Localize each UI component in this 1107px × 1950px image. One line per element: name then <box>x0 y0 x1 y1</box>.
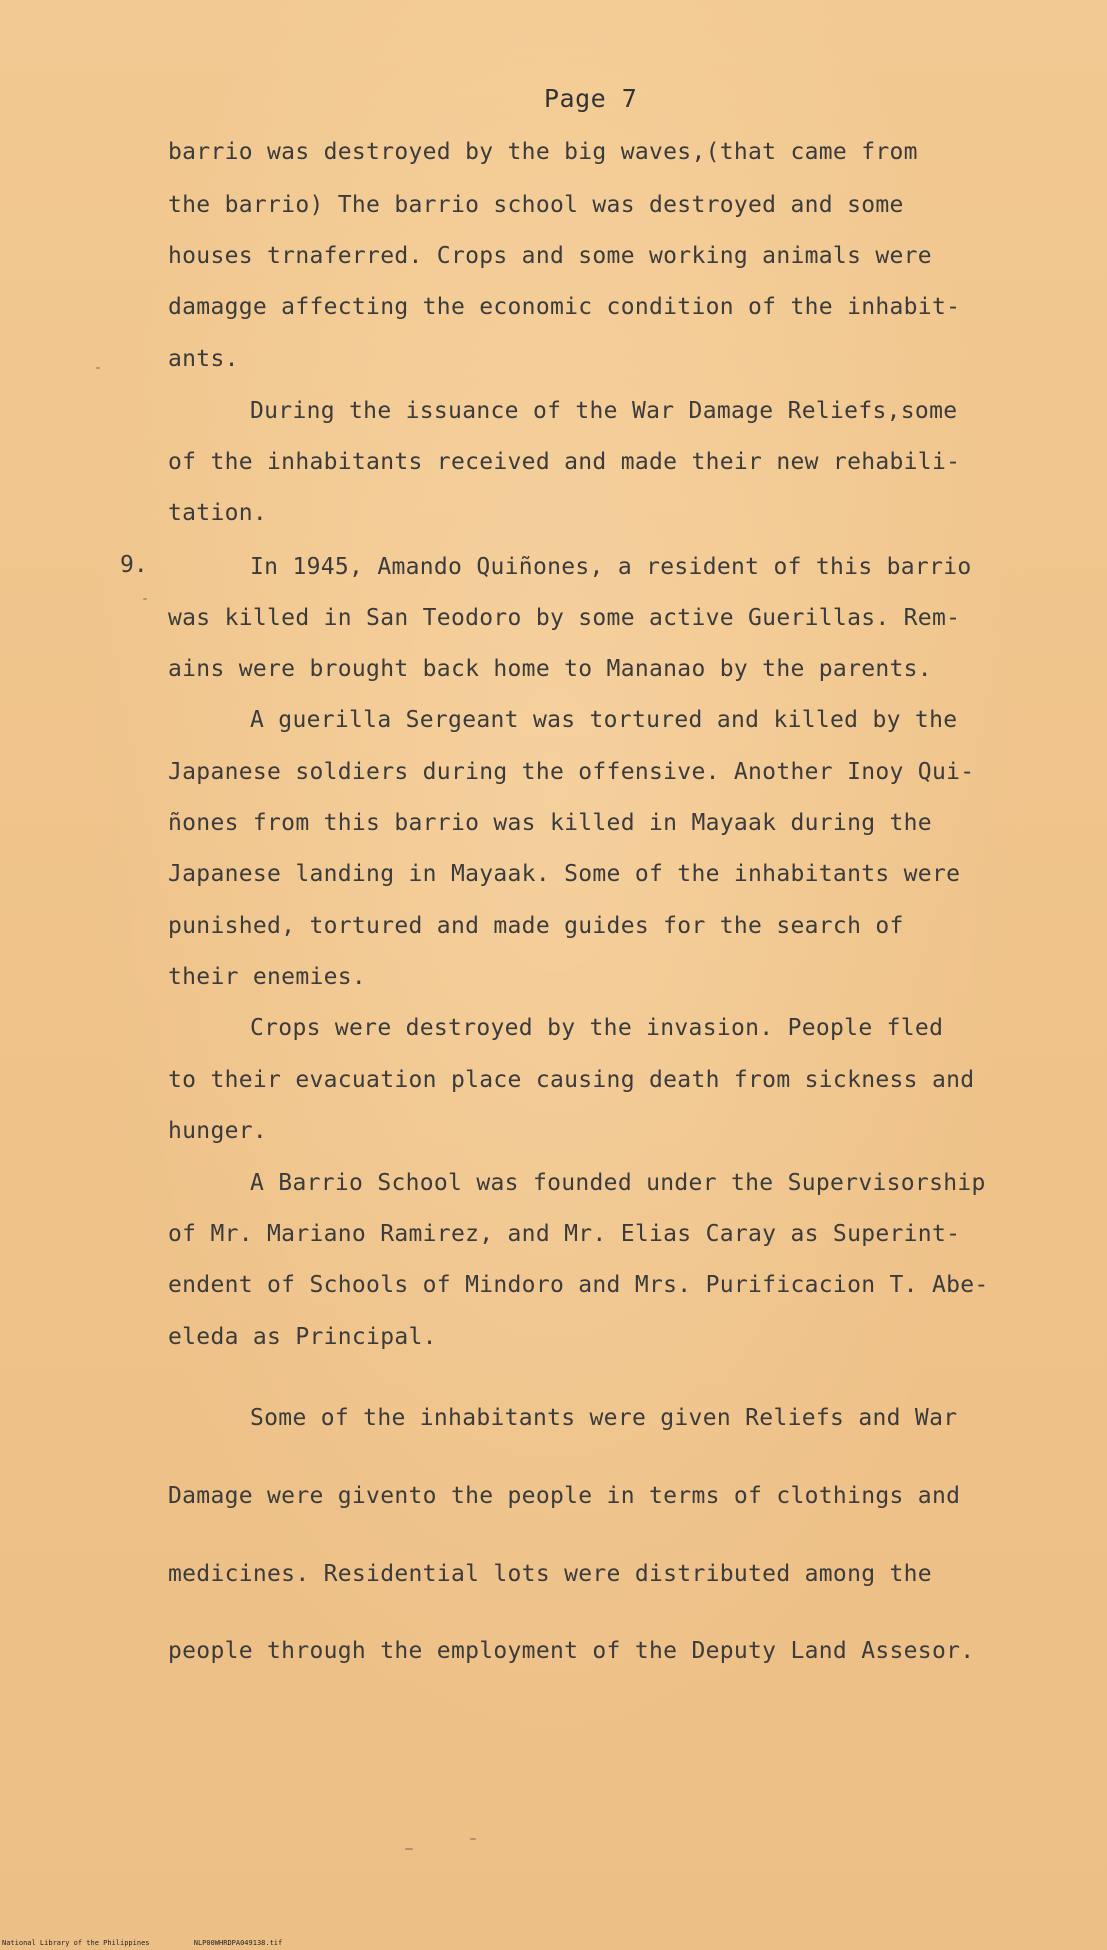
ink-speck <box>405 1848 413 1850</box>
text-line-23: endent of Schools of Mindoro and Mrs. Purificacion T. Abe- <box>168 1272 989 1298</box>
text-line-16: punished, tortured and made guides for the search of <box>168 913 904 939</box>
text-line-22: of Mr. Mariano Ramirez, and Mr. Elias Caray as Superint- <box>168 1221 961 1247</box>
text-line-1: barrio was destroyed by the big waves,(that came from <box>168 139 918 165</box>
text-line-13: Japanese soldiers during the offensive. Another Inoy Qui- <box>168 759 975 785</box>
text-line-12: A guerilla Sergeant was tortured and killed by the <box>250 707 958 733</box>
footer-file: NLP00WHRDPA049138.tif <box>193 1939 283 1947</box>
item-number: 9. <box>120 552 148 578</box>
text-line-2: the barrio) The barrio school was destroyed and some <box>168 192 904 218</box>
text-line-7: of the inhabitants received and made their new rehabili- <box>168 449 961 475</box>
text-line-28: people through the employment of the Deputy Land Assesor. <box>168 1638 975 1664</box>
text-line-15: Japanese landing in Mayaak. Some of the inhabitants were <box>168 861 961 887</box>
text-line-8: tation. <box>168 500 268 526</box>
ink-speck <box>96 367 100 369</box>
text-line-10: was killed in San Teodoro by some active Guerillas. Rem- <box>168 605 961 631</box>
ink-speck <box>143 598 147 600</box>
footer-library: National Library of the Philippines <box>2 1939 150 1947</box>
page-title: Page 7 <box>544 84 638 113</box>
text-line-14: ñones from this barrio was killed in Mayaak during the <box>168 810 932 836</box>
text-line-24: eleda as Principal. <box>168 1324 437 1350</box>
text-line-18: Crops were destroyed by the invasion. People fled <box>250 1015 944 1041</box>
text-line-3: houses trnaferred. Crops and some working animals were <box>168 243 932 269</box>
text-line-26: Damage were givento the people in terms of clothings and <box>168 1483 961 1509</box>
text-line-9: In 1945, Amando Quiñones, a resident of this barrio <box>250 554 972 580</box>
ink-speck <box>470 1838 476 1840</box>
text-line-4: damagge affecting the economic condition of the inhabit- <box>168 294 961 320</box>
scan-footer <box>2 1939 282 1947</box>
text-line-20: hunger. <box>168 1118 268 1144</box>
text-line-25: Some of the inhabitants were given Reliefs and War <box>250 1405 958 1431</box>
text-line-17: their enemies. <box>168 964 367 990</box>
text-line-5: ants. <box>168 346 239 372</box>
text-line-27: medicines. Residential lots were distributed among the <box>168 1561 932 1587</box>
text-line-11: ains were brought back home to Mananao by the parents. <box>168 656 932 682</box>
text-line-21: A Barrio School was founded under the Supervisorship <box>250 1170 986 1196</box>
text-line-6: During the issuance of the War Damage Reliefs,some <box>250 398 958 424</box>
text-line-19: to their evacuation place causing death from sickness and <box>168 1067 975 1093</box>
